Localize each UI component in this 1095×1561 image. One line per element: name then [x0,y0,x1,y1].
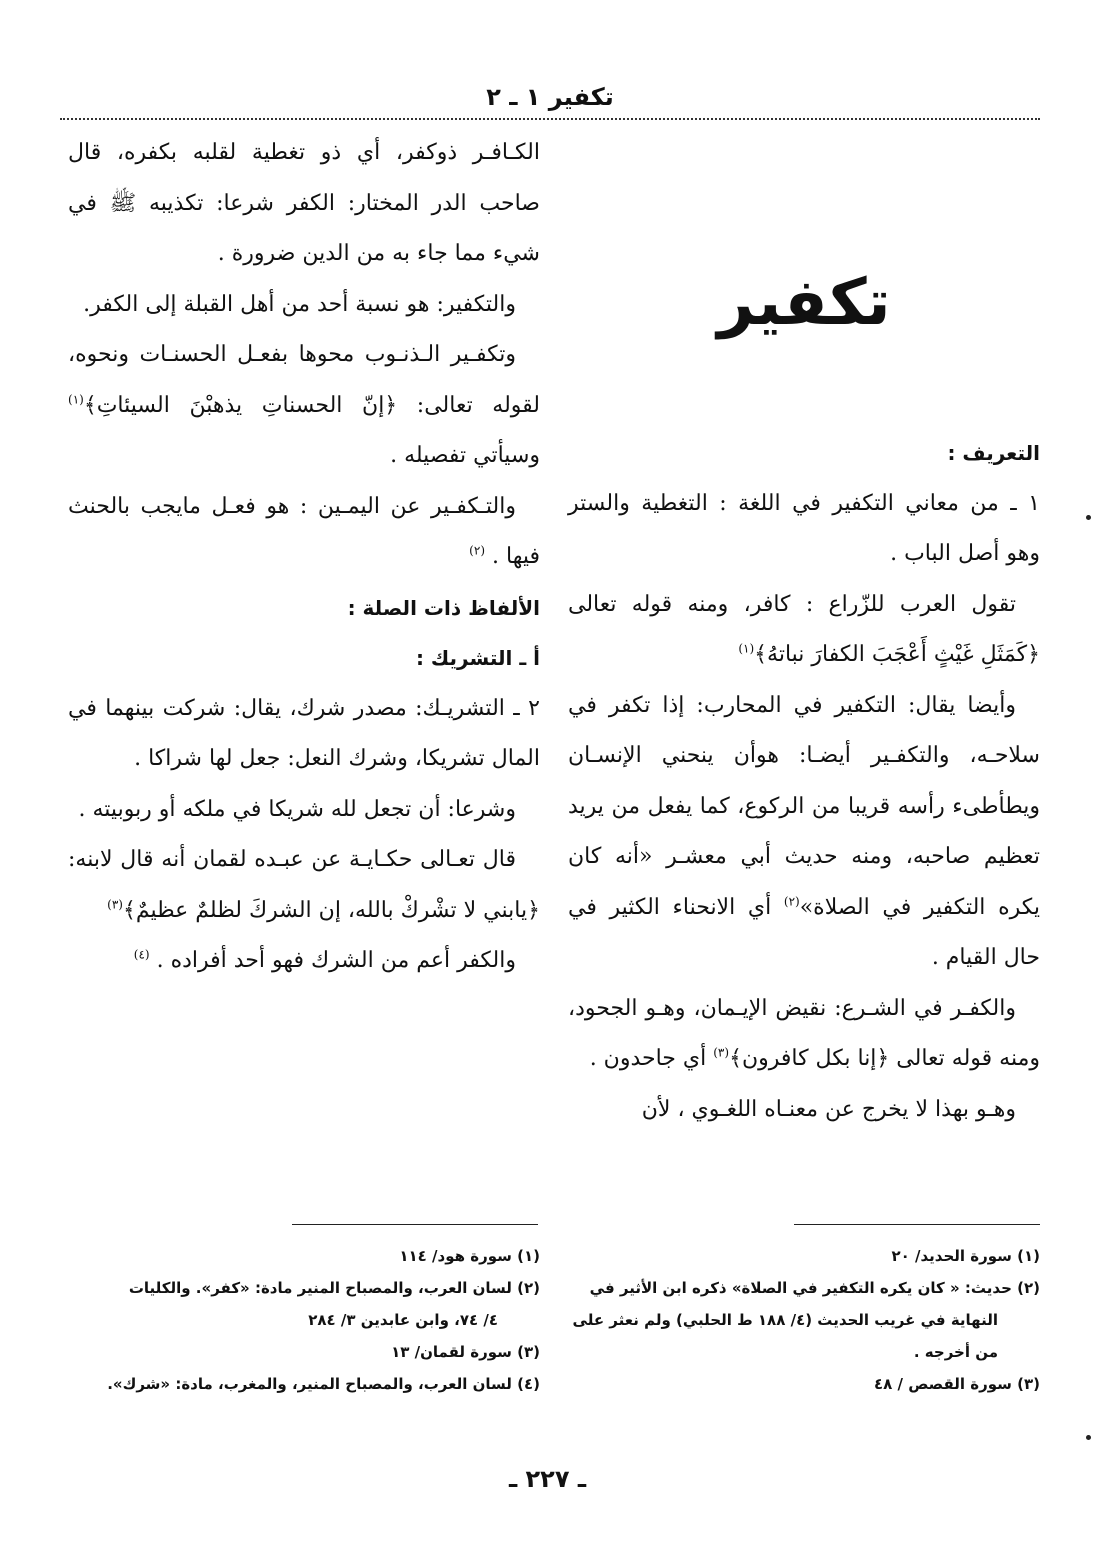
scan-mark [1086,1435,1091,1440]
paragraph: وتكفـير الـذنـوب محوها بفعـل الحسنـات ونحوه، لقوله تعالى: ﴿إنّ الحسناتِ يذهبْنَ السيئاتِ﴾$^{(١)}$ وسيأتي تفصيله . [68,342,540,468]
tashrik-subheading: أ ـ التشريك : [415,646,540,670]
footnote: (٢) لسان العرب، والمصباح المنير مادة: «كفر». والكليات [128,1279,540,1297]
footnote: (١) سورة الحديد/ ٢٠ [891,1247,1040,1265]
paragraph: وأيضا يقال: التكفير في المحارب: إذا تكفر في سلاحـه، والتكفـير أيضـا: هوأن ينحني الإنسـان ويطأطىء رأسه قريبا من الركوع، كما يفعل من يريد تعظيم صاحبه، ومنه حديث أبي معشـر «أنه كان يكره التكفير في الصلاة»$^{(٢)}$ أي الانحناء الكثير في حال القيام . [568,692,1041,970]
page-number: ـ ٢٢٧ ـ [508,1465,587,1493]
footnote: (١) سورة هود/ ١١٤ [399,1247,540,1265]
footnote-ref: (٣) [107,897,123,912]
footnote: (٣) سورة لقمان/ ١٣ [391,1343,540,1361]
entry-title: تكفير [717,266,891,340]
paragraph: قال تعـالى حكـايـة عن عبـده لقمان أنه قال لابنه: ﴿يابني لا تشْركْ بالله، إن الشركَ لظلمٌ عظيمٌ﴾$^{(٣)}$ [68,847,540,923]
paragraph: والتـكفـير عن اليمـين : هو فعـل مايجب بالحنث فيها . $^{(٢)}$ [68,493,540,569]
footnote-ref: (١) [68,392,84,407]
footnote-continuation: النهاية في غريب الحديث (٤/ ١٨٨ ط الحلبي) ولم نعثر على من أخرجه . [572,1311,998,1361]
footnote-separator-left [292,1224,538,1225]
footnote-ref: (٣) [713,1045,730,1060]
footnote-continuation: ٤/ ٧٤، وابن عابدين ٣/ ٢٨٤ [308,1311,498,1329]
paragraph: الكـافـر ذوكفر، أي ذو تغطية لقلبه بكفره، قال صاحب الدر المختار: الكفر شرعا: تكذيبه ﷺ في شيء مما جاء به من الدين ضرورة . [68,140,540,266]
footnote: (٣) سورة القصص / ٤٨ [873,1375,1040,1393]
footnote-ref: (٢) [469,543,485,558]
footnote-separator-right [794,1224,1040,1225]
related-terms-heading: الألفاظ ذات الصلة : [347,595,540,620]
right-column [568,128,1040,1135]
paragraph: والتكفير: هو نسبة أحد من أهل القبلة إلى الكفر. [83,291,516,317]
footnote: (٢) حديث: « كان يكره التكفير في الصلاة» ذكره ابن الأثير في [589,1279,1040,1297]
scan-mark [1086,515,1091,520]
paragraph: والكفر أعم من الشرك فهو أحد أفراده . $^{(٤)}$ [133,947,516,973]
footnote-ref: (٤) [133,947,150,962]
footnote: (٤) لسان العرب، والمصباح المنير، والمغرب، مادة: «شرك». [107,1375,540,1393]
paragraph: وشرعا: أن تجعل لله شريكا في ملكه أو ربوبيته . [78,796,516,822]
running-header-title: تكفير ١ ـ ٢ [486,83,614,111]
footnotes-right [568,1240,1040,1400]
paragraph: تقول العرب للزّراع : كافر، ومنه قوله تعالى ﴿كَمَثَلِ غَيْثٍ أَعْجَبَ الكفارَ نباتهُ﴾$^{(١)}$ [568,591,1040,667]
footnote-ref: (١) [738,641,755,656]
paragraph: ٢ ـ التشريـك: مصدر شرك، يقال: شركت بينهما في المال تشريكا، وشرك النعل: جعل لها شراكا . [68,695,540,771]
running-header [60,78,1040,118]
definition-heading: التعريف : [947,441,1040,465]
paragraph: وهـو بهذا لا يخرج عن معنـاه اللغـوي ، لأن [641,1096,1016,1122]
paragraph: والكفـر في الشـرع: نقيض الإيـمان، وهـو الجحود، ومنه قوله تعالى ﴿إنا بكل كافرون﴾$^{(٣)}$ أي جاحدون . [568,995,1040,1071]
footnote-ref: (٢) [783,894,800,909]
left-column [68,128,540,987]
entry-title-block [568,128,1040,428]
footnotes-left [68,1240,540,1400]
paragraph: ١ ـ من معاني التكفير في اللغة : التغطية والستر وهو أصل الباب . [568,490,1040,566]
header-dotted-rule [60,118,1040,120]
